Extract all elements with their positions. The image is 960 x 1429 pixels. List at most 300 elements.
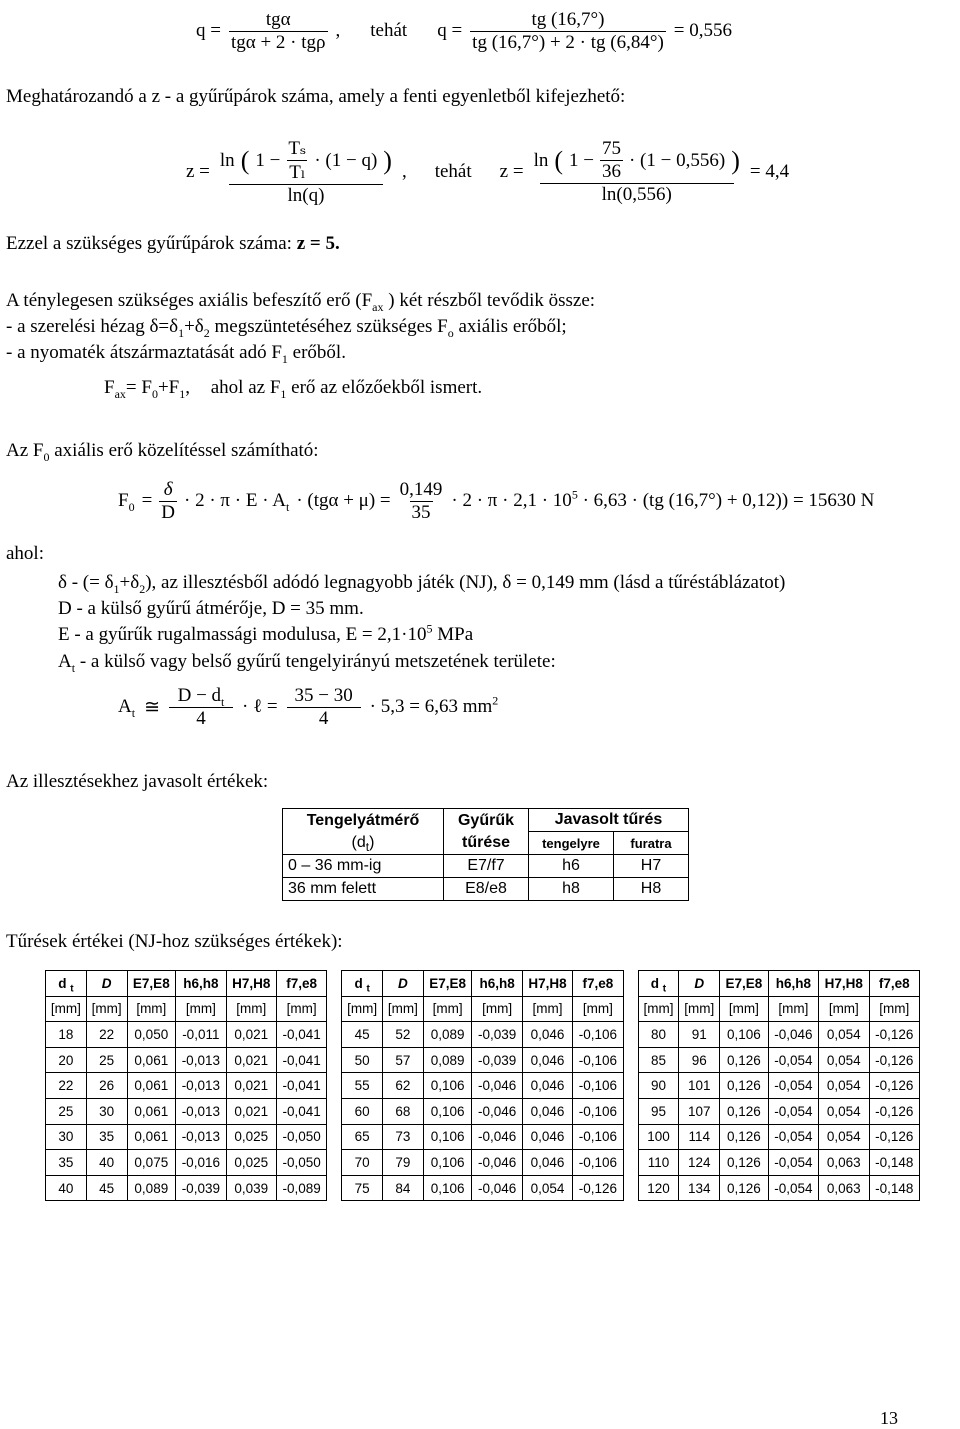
- fit-h-shaft: [283, 809, 444, 855]
- eq-z-comma: ,: [401, 161, 407, 182]
- table-gap: [327, 1175, 342, 1201]
- tol-header-cell: h6,h8: [768, 971, 818, 997]
- tol-header-cell: d $_t$: [46, 971, 87, 997]
- table-cell: 110: [638, 1150, 679, 1176]
- f0i-b: axiális erő közelítéssel számítható:: [49, 440, 319, 461]
- f0i-a: Az F: [6, 440, 44, 461]
- table-cell: -0,041: [276, 1098, 326, 1124]
- table-gap: [623, 1047, 638, 1073]
- f0-mid: [184, 490, 289, 512]
- f0-rest-b: · 6,63 · (tg (16,7°) + 0,12)) = 15630 N: [582, 490, 875, 511]
- table-cell: 25: [46, 1098, 87, 1124]
- at-rest-exp: 2: [492, 693, 499, 708]
- z-result-label: Ezzel a szükséges gyűrűpárok száma:: [6, 233, 297, 254]
- table-cell: -0,126: [869, 1073, 920, 1099]
- table-cell: 90: [638, 1073, 679, 1099]
- table-cell: h8: [529, 878, 614, 901]
- table-cell: 70: [342, 1150, 383, 1176]
- table-cell: 100: [638, 1124, 679, 1150]
- table-cell: 0,021: [226, 1022, 276, 1048]
- table-cell: 45: [342, 1022, 383, 1048]
- f0-mid-a: · 2 · π · E · A: [184, 490, 286, 511]
- eq-q-den2: tg (16,7°) + 2 · tg (6,84°): [472, 31, 664, 53]
- b1-b: +δ: [184, 316, 204, 337]
- table-cell: 0,061: [127, 1098, 176, 1124]
- equation-at: [118, 676, 498, 738]
- table-cell: 0,126: [720, 1150, 769, 1176]
- table-gap: [327, 1124, 342, 1150]
- table-gap: [327, 1098, 342, 1124]
- table-cell: E8/e8: [444, 878, 529, 901]
- table-cell: -0,106: [573, 1150, 623, 1176]
- table-cell: -0,126: [869, 1022, 920, 1048]
- table-cell: 85: [638, 1047, 679, 1073]
- text-fit-intro: Az illesztésekhez javasolt értékek:: [6, 771, 269, 792]
- fax-para-a: A ténylegesen szükséges axiális befeszítő erő (F: [6, 290, 373, 311]
- table-cell: 0,106: [423, 1150, 472, 1176]
- table-cell: 0,106: [423, 1073, 472, 1099]
- table-gap: [327, 1047, 342, 1073]
- table-cell: -0,106: [573, 1124, 623, 1150]
- table-cell: -0,039: [176, 1175, 226, 1201]
- fit-header-row: [283, 809, 689, 832]
- tol-header-sub: t: [366, 983, 370, 995]
- fit-h-sub1: tengelyre: [529, 832, 614, 855]
- at-mid: · ℓ =: [242, 696, 278, 717]
- table-cell: 124: [679, 1150, 720, 1176]
- table-cell: -0,148: [869, 1150, 920, 1176]
- at-num-sub: t: [221, 694, 225, 709]
- b2-sub1: 1: [281, 351, 288, 366]
- tol-header-cell: E7,E8: [127, 971, 176, 997]
- f0-den: D: [161, 501, 176, 523]
- table-gap: [623, 971, 638, 997]
- table-cell: 25: [86, 1047, 127, 1073]
- tol-unit-cell: [mm]: [573, 996, 623, 1022]
- fe-f: erő az előzőekből ismert.: [286, 377, 483, 398]
- table-cell: 62: [383, 1073, 424, 1099]
- tol-unit-cell: [mm]: [638, 996, 679, 1022]
- equation-q: [196, 0, 732, 62]
- table-cell: 114: [679, 1124, 720, 1150]
- tol-unit-cell: [mm]: [342, 996, 383, 1022]
- text-tol-intro: Tűrések értékei (NJ-hoz szükséges értékek):: [6, 931, 343, 952]
- b1-sub2: 2: [203, 325, 210, 340]
- de-exp: 5: [426, 621, 433, 636]
- tol-header-cell: D: [86, 971, 127, 997]
- table-gap: [327, 1073, 342, 1099]
- table-cell: 0 – 36 mm-ig: [283, 855, 444, 878]
- table-cell: 0,050: [127, 1022, 176, 1048]
- table-cell: 0,025: [226, 1150, 276, 1176]
- dd-a: δ - (= δ: [58, 572, 114, 593]
- f0-lhs-f: F: [118, 490, 129, 511]
- eq-z-result: = 4,4: [749, 161, 790, 182]
- text-bullet2: [6, 342, 346, 364]
- table-cell: -0,041: [276, 1022, 326, 1048]
- f0-lhs-sub: 0: [128, 499, 135, 514]
- table-cell: 80: [638, 1022, 679, 1048]
- text-def-D: D - a külső gyűrű átmérője, D = 35 mm.: [58, 598, 364, 619]
- table-cell: -0,054: [768, 1175, 818, 1201]
- table-cell: -0,106: [573, 1073, 623, 1099]
- table-cell: 0,054: [522, 1175, 572, 1201]
- table-cell: -0,106: [573, 1022, 623, 1048]
- table-row: [46, 1098, 920, 1124]
- table-cell: 0,089: [423, 1022, 472, 1048]
- eq-q-num: tgα: [265, 8, 291, 30]
- table-cell: -0,054: [768, 1073, 818, 1099]
- table-cell: 0,063: [819, 1150, 869, 1176]
- table-cell: 65: [342, 1124, 383, 1150]
- table-cell: 50: [342, 1047, 383, 1073]
- table-cell: 0,046: [522, 1098, 572, 1124]
- tol-units-row: [46, 996, 920, 1022]
- table-cell: -0,054: [768, 1098, 818, 1124]
- at-rest-a: · 5,3 = 6,63 mm: [369, 696, 493, 717]
- table-cell: -0,089: [276, 1175, 326, 1201]
- table-cell: 0,021: [226, 1098, 276, 1124]
- table-cell: 0,089: [127, 1175, 176, 1201]
- table-row: [283, 878, 689, 901]
- table-gap: [623, 996, 638, 1022]
- table-cell: -0,039: [472, 1022, 522, 1048]
- table-cell: -0,054: [768, 1047, 818, 1073]
- table-cell: 55: [342, 1073, 383, 1099]
- fe-a: F: [104, 377, 115, 398]
- table-cell: 0,063: [819, 1175, 869, 1201]
- table-cell: 40: [46, 1175, 87, 1201]
- eq-z-paren-close: ): [383, 145, 392, 175]
- table-cell: 68: [383, 1098, 424, 1124]
- eq-z-one: 1 −: [255, 149, 281, 171]
- table-cell: 52: [383, 1022, 424, 1048]
- tol-header-cell: h6,h8: [472, 971, 522, 997]
- table-cell: 0,126: [720, 1175, 769, 1201]
- table-cell: 0,054: [819, 1124, 869, 1150]
- tol-header-cell: E7,E8: [720, 971, 769, 997]
- f0-num2: 0,149: [399, 478, 443, 500]
- table-gap: [327, 971, 342, 997]
- f0-frac2: [398, 479, 445, 524]
- tol-unit-cell: [mm]: [472, 996, 522, 1022]
- tol-header-cell: D: [679, 971, 720, 997]
- tol-unit-cell: [mm]: [176, 996, 226, 1022]
- fit-h-shaft-1: Tengelyátmérő: [306, 811, 420, 829]
- at-den: 4: [169, 707, 233, 730]
- at-frac2: [287, 685, 361, 730]
- table-cell: 18: [46, 1022, 87, 1048]
- table-cell: -0,046: [472, 1150, 522, 1176]
- table-cell: -0,126: [869, 1047, 920, 1073]
- eq-z2-rd: 36: [601, 161, 621, 182]
- tol-unit-cell: [mm]: [226, 996, 276, 1022]
- eq-z-paren-open: (: [240, 145, 250, 175]
- table-row: [46, 1073, 920, 1099]
- dd-sub2: 2: [139, 581, 146, 596]
- table-cell: 0,126: [720, 1098, 769, 1124]
- table-cell: 60: [342, 1098, 383, 1124]
- table-cell: 57: [383, 1047, 424, 1073]
- tol-header-row: [46, 971, 920, 997]
- table-cell: 22: [86, 1022, 127, 1048]
- table-row: [46, 1150, 920, 1176]
- table-cell: 0,025: [226, 1124, 276, 1150]
- table-cell: h6: [529, 855, 614, 878]
- table-cell: -0,126: [573, 1175, 623, 1201]
- table-gap: [327, 1022, 342, 1048]
- at-lhs-sub: t: [131, 705, 136, 720]
- tol-header-cell: f7,e8: [869, 971, 920, 997]
- table-cell: 0,046: [522, 1124, 572, 1150]
- text-fax-eq: [104, 377, 482, 399]
- tol-unit-cell: [mm]: [127, 996, 176, 1022]
- table-cell: 30: [86, 1098, 127, 1124]
- table-cell: 0,106: [720, 1022, 769, 1048]
- da-a: A: [58, 651, 72, 672]
- dd-b: +δ: [119, 572, 140, 593]
- tol-header-cell: H7,H8: [226, 971, 276, 997]
- fe-c: +F: [157, 377, 180, 398]
- text-bullet1: [6, 316, 567, 338]
- tol-unit-cell: [mm]: [522, 996, 572, 1022]
- at-num2: 35 − 30: [294, 684, 353, 706]
- eq-z-fraction2: [532, 138, 742, 206]
- eq-q-lhs: q =: [196, 20, 221, 41]
- table-cell: -0,046: [472, 1073, 522, 1099]
- dd-c: ), az illesztésből adódó legnagyobb játék (NJ), δ = 0,149 mm (lásd a tűréstáblázatot): [145, 572, 786, 593]
- table-row: [46, 1022, 920, 1048]
- table-gap: [623, 1098, 638, 1124]
- table-cell: 73: [383, 1124, 424, 1150]
- fit-h-shaft-2b: ): [369, 833, 375, 851]
- table-cell: 0,075: [127, 1150, 176, 1176]
- fe-sub1b: 1: [280, 386, 287, 401]
- z-result-value: z = 5.: [296, 233, 340, 254]
- table-row: [46, 1047, 920, 1073]
- table-cell: 0,126: [720, 1047, 769, 1073]
- table-cell: 0,054: [819, 1073, 869, 1099]
- table-cell: 35: [46, 1150, 87, 1176]
- text-ahol: ahol:: [6, 543, 44, 564]
- table-cell: -0,148: [869, 1175, 920, 1201]
- table-row: [46, 1175, 920, 1201]
- eq-q-fraction2: [470, 9, 666, 54]
- table-cell: 0,021: [226, 1073, 276, 1099]
- table-cell: 91: [679, 1022, 720, 1048]
- table-cell: -0,106: [573, 1098, 623, 1124]
- table-cell: -0,039: [472, 1047, 522, 1073]
- f0i-sub0: 0: [43, 449, 50, 464]
- table-cell: -0,126: [869, 1124, 920, 1150]
- tol-header-cell: d $_t$: [342, 971, 383, 997]
- b2-a: - a nyomaték átszármaztatását adó F: [6, 342, 282, 363]
- table-cell: E7/f7: [444, 855, 529, 878]
- fit-h-shaft-2: [351, 833, 375, 854]
- table-cell: 26: [86, 1073, 127, 1099]
- tol-header-sub: t: [70, 983, 74, 995]
- fax-para-sub: ax: [372, 299, 384, 314]
- table-cell: H7: [614, 855, 689, 878]
- fe-sub0: 0: [151, 386, 158, 401]
- eq-z2-post: · (1 − 0,556): [628, 149, 726, 171]
- eq-z2-den: ln(0,556): [540, 183, 734, 206]
- f0-num: δ: [163, 478, 173, 500]
- table-row: [46, 1124, 920, 1150]
- b1-a: - a szerelési hézag δ=δ: [6, 316, 179, 337]
- table-gap: [327, 996, 342, 1022]
- table-cell: 95: [638, 1098, 679, 1124]
- table-cell: -0,013: [176, 1124, 226, 1150]
- b2-b: erőből.: [287, 342, 346, 363]
- tol-unit-cell: [mm]: [423, 996, 472, 1022]
- tol-header-cell: d $_t$: [638, 971, 679, 997]
- b1-sub1: 1: [178, 325, 185, 340]
- f0-eq: =: [141, 490, 153, 511]
- table-cell: 101: [679, 1073, 720, 1099]
- table-cell: -0,054: [768, 1124, 818, 1150]
- fit-h-sugg: Javasolt tűrés: [529, 809, 689, 832]
- table-cell: 0,039: [226, 1175, 276, 1201]
- at-approx: ≅: [144, 696, 160, 718]
- eq-z2-ratio: [600, 138, 623, 183]
- fit-h-ring: [444, 809, 529, 855]
- f0-frac1: [159, 479, 177, 524]
- table-cell: 20: [46, 1047, 87, 1073]
- text-def-delta: [58, 572, 785, 594]
- tol-unit-cell: [mm]: [276, 996, 326, 1022]
- fax-para-end: ) két részből tevődik össze:: [388, 290, 596, 311]
- eq-z-den: ln(q): [229, 184, 383, 207]
- table-cell: -0,013: [176, 1047, 226, 1073]
- tol-header-cell: E7,E8: [423, 971, 472, 997]
- table-cell: 30: [46, 1124, 87, 1150]
- f0-rest-a: · 2 · π · 2,1 · 10: [451, 490, 572, 511]
- eq-z-tratio: [286, 137, 308, 184]
- table-cell: 0,126: [720, 1073, 769, 1099]
- table-cell: -0,046: [768, 1022, 818, 1048]
- table-cell: 0,089: [423, 1047, 472, 1073]
- eq-z-ts: Tₛ: [288, 138, 307, 159]
- text-f0-intro: [6, 440, 319, 462]
- table-cell: -0,046: [472, 1124, 522, 1150]
- b1-c: megszüntetéséhez szükséges F: [209, 316, 448, 337]
- table-cell: 79: [383, 1150, 424, 1176]
- tol-unit-cell: [mm]: [679, 996, 720, 1022]
- table-cell: 134: [679, 1175, 720, 1201]
- eq-z2-paren-close: ): [731, 145, 740, 175]
- table-cell: 0,054: [819, 1022, 869, 1048]
- page-number: 13: [880, 1408, 898, 1428]
- table-cell: 0,054: [819, 1047, 869, 1073]
- text-def-E: [58, 621, 474, 646]
- eq-z2-rn: 75: [601, 138, 621, 159]
- table-cell: 0,061: [127, 1073, 176, 1099]
- table-cell: H8: [614, 878, 689, 901]
- dd-sub1: 1: [113, 581, 120, 596]
- eq-z-fraction: [218, 137, 394, 207]
- da-sub: t: [71, 660, 76, 675]
- table-cell: -0,016: [176, 1150, 226, 1176]
- table-cell: 0,106: [423, 1175, 472, 1201]
- equation-f0: [118, 468, 874, 534]
- table-cell: 0,046: [522, 1150, 572, 1176]
- table-cell: 35: [86, 1124, 127, 1150]
- fe-d: ,: [185, 377, 190, 398]
- at-lhs: [118, 696, 135, 718]
- fit-h-sub2: furatra: [614, 832, 689, 855]
- eq-q-den: tgα + 2 · tgρ: [230, 31, 326, 53]
- tol-unit-cell: [mm]: [768, 996, 818, 1022]
- table-cell: 45: [86, 1175, 127, 1201]
- tolerance-table-body: [46, 971, 920, 1201]
- eq-z-lhs2: z =: [499, 161, 524, 182]
- table-cell: -0,046: [472, 1175, 522, 1201]
- table-cell: 107: [679, 1098, 720, 1124]
- table-cell: 0,126: [720, 1124, 769, 1150]
- at-num: [176, 685, 227, 707]
- eq-q-result: = 0,556: [673, 20, 732, 41]
- b1-subo: o: [447, 325, 454, 340]
- table-cell: -0,041: [276, 1047, 326, 1073]
- fit-h-shaft-sub: t: [365, 839, 370, 854]
- f0-rest-exp: 5: [571, 487, 578, 502]
- eq-z-ln: ln: [219, 149, 235, 171]
- table-cell: -0,013: [176, 1098, 226, 1124]
- f0-paren: · (tgα + μ) =: [296, 490, 391, 511]
- text-fax-para: [6, 290, 595, 312]
- f0-rest: [451, 487, 875, 512]
- tol-header-cell: f7,e8: [276, 971, 326, 997]
- da-b: - a külső vagy belső gyűrű tengelyirányú metszetének területe:: [75, 651, 556, 672]
- tol-header-cell: D: [383, 971, 424, 997]
- table-cell: -0,050: [276, 1124, 326, 1150]
- table-cell: -0,050: [276, 1150, 326, 1176]
- at-num-a: D − d: [177, 684, 222, 706]
- table-cell: -0,011: [176, 1022, 226, 1048]
- table-cell: 84: [383, 1175, 424, 1201]
- f0-den2: 35: [411, 501, 431, 523]
- eq-z2-paren-open: (: [554, 145, 564, 175]
- table-cell: 22: [46, 1073, 87, 1099]
- fit-h-ring-1: Gyűrűk: [457, 811, 514, 829]
- table-cell: 0,046: [522, 1073, 572, 1099]
- tol-header-cell: H7,H8: [522, 971, 572, 997]
- table-cell: 0,021: [226, 1047, 276, 1073]
- at-den2: 4: [287, 707, 361, 730]
- eq-q-word: tehát: [370, 20, 408, 41]
- text-def-At: [58, 651, 556, 673]
- tol-unit-cell: [mm]: [869, 996, 920, 1022]
- fe-sub-ax: ax: [114, 386, 126, 401]
- table-cell: 0,061: [127, 1047, 176, 1073]
- eq-z-word: tehát: [434, 161, 472, 182]
- fe-e: ahol az F: [210, 377, 281, 398]
- tol-unit-cell: [mm]: [819, 996, 869, 1022]
- tol-header-sub: t: [662, 983, 667, 995]
- eq-z2-ln: ln: [533, 149, 549, 171]
- eq-q-comma: ,: [335, 20, 341, 41]
- fit-h-shaft-2a: (d: [351, 833, 366, 851]
- text-z-result: [6, 233, 340, 255]
- text-z-intro: Meghatározandó a z - a gyűrűpárok száma, amely a fenti egyenletből kifejezhető:: [6, 86, 626, 107]
- eq-q-num2: tg (16,7°): [531, 8, 605, 30]
- tolerance-table: [45, 970, 920, 1201]
- table-gap: [623, 1073, 638, 1099]
- table-gap: [327, 1150, 342, 1176]
- at-frac1: [169, 685, 233, 730]
- table-cell: 75: [342, 1175, 383, 1201]
